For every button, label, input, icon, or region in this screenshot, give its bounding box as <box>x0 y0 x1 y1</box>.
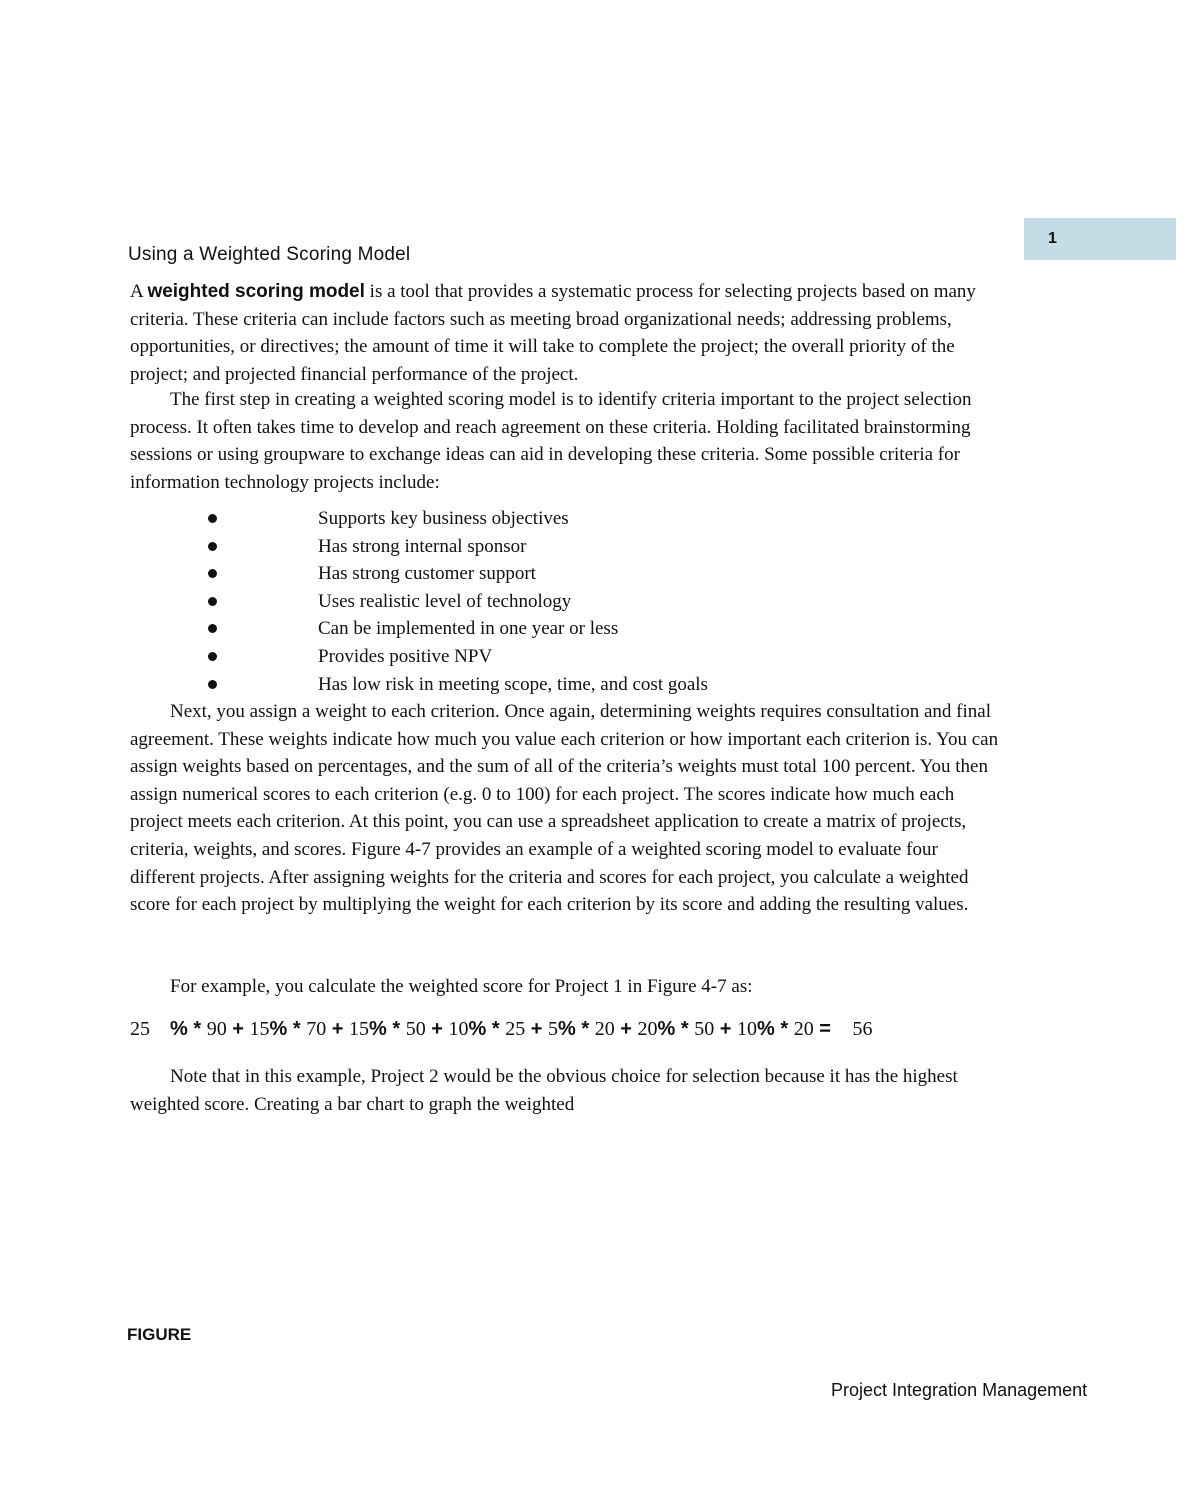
times-symbol: * <box>774 1018 794 1040</box>
list-item <box>204 643 708 671</box>
times-symbol: * <box>287 1018 307 1040</box>
plus-symbol: + <box>425 1018 449 1040</box>
equation-weight: 10 <box>737 1018 757 1040</box>
plus-symbol: + <box>326 1018 349 1040</box>
list-item <box>204 533 708 561</box>
equation-score: 20 <box>793 1018 814 1040</box>
times-symbol: * <box>187 1018 207 1040</box>
list-item <box>204 671 708 699</box>
list-item <box>204 588 708 616</box>
times-symbol: * <box>575 1018 595 1040</box>
plus-symbol: + <box>226 1018 250 1040</box>
criterion-text: Can be implemented in one year or less <box>318 618 619 640</box>
plus-symbol: + <box>714 1018 737 1040</box>
chapter-footer: Project Integration Management <box>831 1380 1088 1400</box>
percent-symbol: % <box>170 1018 188 1040</box>
equals-symbol: = <box>813 1018 837 1040</box>
criteria-list <box>204 505 708 698</box>
list-item <box>204 615 708 643</box>
criterion-text: Uses realistic level of technology <box>318 590 572 612</box>
list-item <box>204 505 708 533</box>
intro-lead: A <box>130 281 148 302</box>
percent-symbol: % <box>757 1018 775 1040</box>
percent-symbol: % <box>468 1018 487 1040</box>
equation-weight: 5 <box>548 1018 558 1040</box>
page-number-tab <box>1024 218 1176 260</box>
equation-score: 50 <box>694 1018 715 1040</box>
plus-symbol: + <box>525 1018 548 1040</box>
equation-weight: 15 <box>349 1018 369 1040</box>
percent-symbol: % <box>269 1018 288 1040</box>
percent-symbol: % <box>558 1018 576 1040</box>
equation-score: 20 <box>594 1018 615 1040</box>
criterion-text: Has low risk in meeting scope, time, and cost goals <box>318 673 708 695</box>
criterion-text: Has strong customer support <box>318 563 536 585</box>
equation-score: 50 <box>405 1018 426 1040</box>
criterion-text: Supports key business objectives <box>318 508 569 529</box>
equation-weight: 10 <box>448 1018 469 1040</box>
example-paragraph-text: For example, you calculate the weighted score for Project 1 in Figure 4-7 as: <box>170 976 753 997</box>
bullet-icon <box>208 624 217 633</box>
bullet-icon <box>208 542 217 551</box>
bullet-icon <box>208 597 217 606</box>
weighted-score-equation <box>130 1014 1000 1044</box>
times-symbol: * <box>486 1018 506 1040</box>
equation-weight: 20 <box>637 1018 658 1040</box>
list-item <box>204 560 708 588</box>
criterion-text: Provides positive NPV <box>318 645 493 667</box>
equation-score: 90 <box>206 1018 227 1040</box>
bullet-icon <box>208 569 217 578</box>
note-paragraph <box>130 1063 1000 1118</box>
equation-result: 56 <box>852 1018 873 1040</box>
bullet-icon <box>208 680 217 689</box>
criterion-text: Has strong internal sponsor <box>318 535 527 557</box>
figure-label: FIGURE <box>127 1325 192 1344</box>
bullet-icon <box>208 652 217 661</box>
intro-rest: is a tool that provides a systematic process for selecting projects based on many criteria. These criteria can include factors such as meeting broad organizational needs; addressing problems, opportunities, or directives; the amount of time it will take to complete the project; the overall priority of the project; and projected financial performance of the project. <box>130 281 976 385</box>
page-number: 1 <box>1048 230 1057 247</box>
criteria-paragraph <box>130 386 1000 496</box>
section-heading: Using a Weighted Scoring Model <box>128 244 411 265</box>
plus-symbol: + <box>614 1018 638 1040</box>
percent-symbol: % <box>657 1018 676 1040</box>
equation-weight: 15 <box>249 1018 270 1040</box>
weights-paragraph-text: Next, you assign a weight to each criterion. Once again, determining weights requires consultation and final agreement. These weights indicate how much you value each criterion or how important each criterion is. You can assign weights based on percentages, and the sum of all of the criteria’s weights must total 100 percent. You then assign numerical scores to each criterion (e.g. 0 to 100) for each project. The scores indicate how much each project meets each criterion. At this point, you can use a spreadsheet application to create a matrix of projects, criteria, weights, and scores. Figure 4-7 provides an example of a weighted scoring model to evaluate four different projects. After assigning weights for the criteria and scores for each project, you calculate a weighted score for each project by multiplying the weight for each criterion by its score and adding the resulting values. <box>130 701 999 916</box>
criteria-paragraph-text: The first step in creating a weighted scoring model is to identify criteria important to the project selection process. It often takes time to develop and reach agreement on these criteria. Holding facilitated brainstorming sessions or using groupware to exchange ideas can aid in developing these criteria. Some possible criteria for information technology projects include: <box>130 389 972 493</box>
key-term: weighted scoring model <box>147 281 365 302</box>
equation-weight: 25 <box>130 1018 150 1040</box>
note-paragraph-text: Note that in this example, Project 2 would be the obvious choice for selection because it has the highest weighted score. Creating a bar chart to graph the weighted <box>130 1066 958 1115</box>
equation-score: 70 <box>306 1018 327 1040</box>
example-paragraph <box>130 973 1000 1001</box>
weights-paragraph <box>130 698 1000 919</box>
times-symbol: * <box>386 1018 406 1040</box>
times-symbol: * <box>675 1018 695 1040</box>
intro-paragraph <box>130 278 1000 388</box>
equation-score: 25 <box>505 1018 526 1040</box>
percent-symbol: % <box>369 1018 387 1040</box>
bullet-icon <box>208 514 217 523</box>
